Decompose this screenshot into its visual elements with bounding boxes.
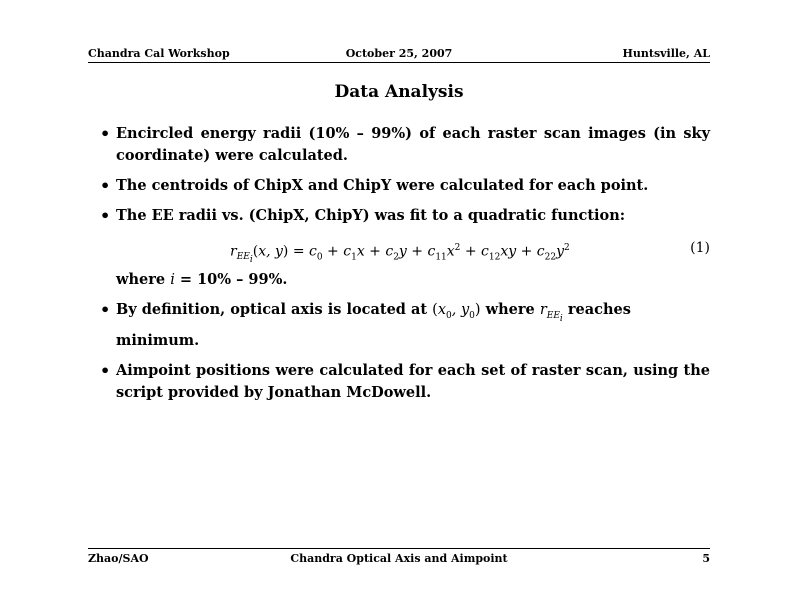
header-left: Chandra Cal Workshop [88,47,230,60]
equation-formula: $r_{EE_i}(x$, $y) = c_0 + c_1x + c_2y + c_{11}x^2 + c_{12}xy + c_{22}y^2$ [230,243,570,266]
page-header [88,47,710,61]
where-prefix: where [116,271,166,288]
header-rule [88,62,710,63]
bullet-text-middle: where [485,301,535,318]
equation [88,235,710,266]
where-suffix: = 10% – 99%. [179,271,288,288]
footer-rule [88,548,710,549]
bullet-text: The centroids of ChipX and ChipY were calculated for each point. [116,177,649,194]
bullet-item [88,205,710,227]
slide-content [88,123,710,412]
bullet-item [88,123,710,167]
bullet-item [88,360,710,404]
where-variable: i [170,272,175,288]
page-footer [88,552,710,566]
bullet-dot: • [100,300,111,319]
footer-left: Zhao/SAO [88,552,149,565]
bullet-text: Aimpoint positions were calculated for each set of raster scan, using the script provided by Jonathan McDowell. [116,361,710,401]
page-number: 5 [702,552,710,565]
footer-center: Chandra Optical Axis and Aimpoint [290,552,508,565]
bullet-text-suffix: reaches minimum. [116,301,631,349]
bullet-text: Encircled energy radii (10% – 99%) of each raster scan images (in sky coordinate) were calculated. [116,125,710,164]
header-right: Huntsville, AL [622,47,710,60]
bullet-text: The EE radii vs. (ChipX, ChipY) was fit to a quadratic function: [116,207,626,224]
slide-title: Data Analysis [334,82,464,102]
bullet-dot: • [100,176,111,195]
bullet-dot: • [100,206,111,225]
optical-axis-point: ($x_0$, $y_0$) [432,302,481,321]
ee-radius-symbol: $r_{EE_i}$ [539,302,563,324]
bullet-dot: • [100,124,111,143]
bullet-text-prefix: By definition, optical axis is located at [116,301,428,318]
equation-number: (1) [690,240,710,256]
bullet-item [88,175,710,197]
header-center: October 25, 2007 [345,47,453,60]
bullet-dot: • [100,360,111,380]
bullet-item [88,299,710,352]
where-line [88,269,710,291]
